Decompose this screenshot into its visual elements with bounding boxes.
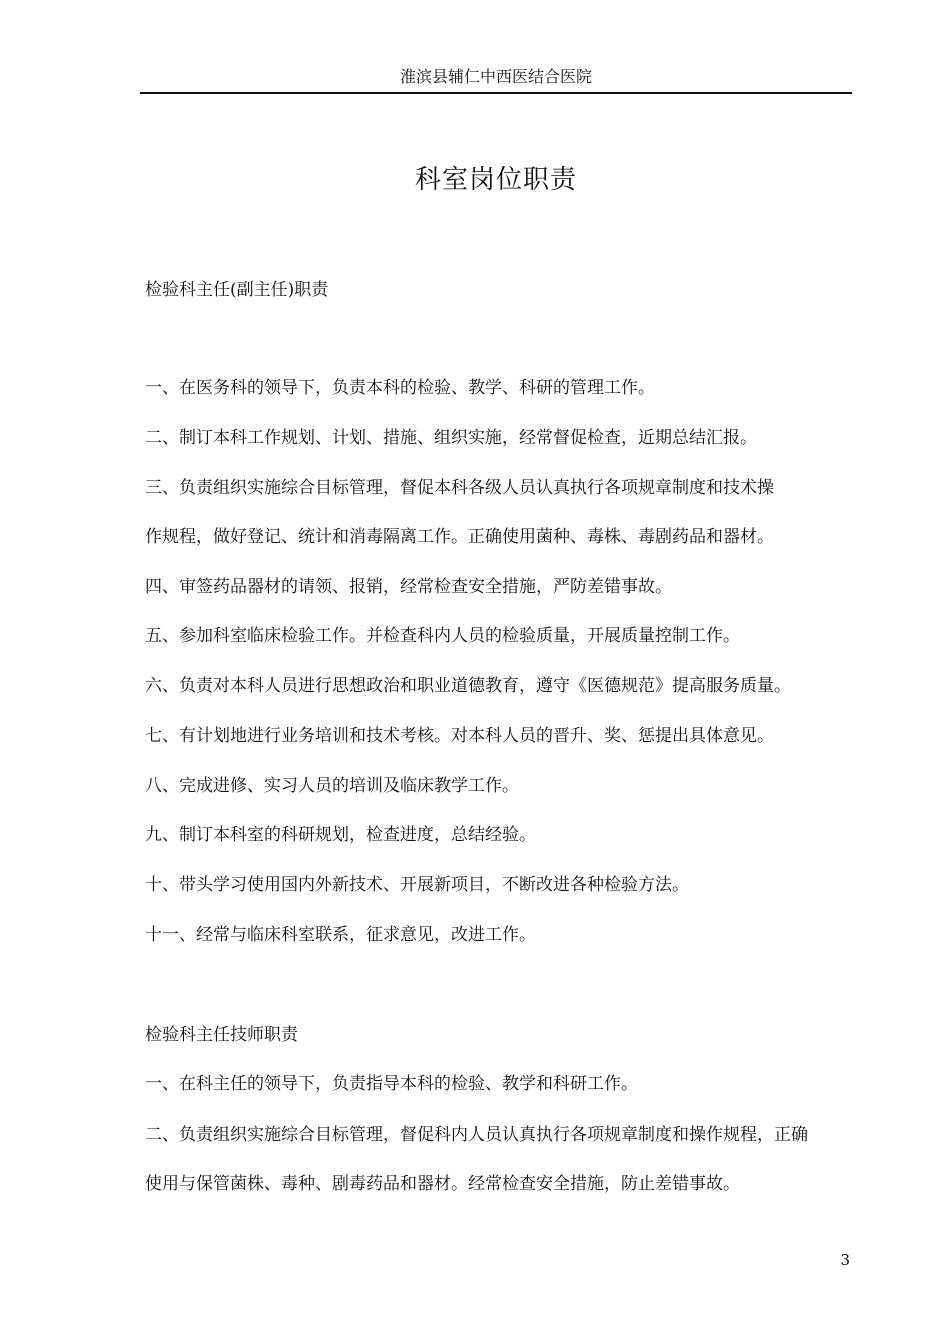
duty-line: 九、制订本科室的科研规划，检查进度，总结经验。	[145, 825, 536, 845]
page-number: 3	[840, 1251, 850, 1269]
section-heading-chief-technician: 检验科主任技师职责	[145, 1025, 298, 1045]
header-rule	[140, 92, 852, 94]
duty-line: 十、带头学习使用国内外新技术、开展新项目，不断改进各种检验方法。	[145, 875, 689, 895]
duty-line: 七、有计划地进行业务培训和技术考核。对本科人员的晋升、奖、惩提出具体意见。	[145, 726, 774, 746]
duty-line: 五、参加科室临床检验工作。并检查科内人员的检验质量，开展质量控制工作。	[145, 626, 740, 646]
section-heading-director: 检验科主任(副主任)职责	[145, 280, 329, 300]
duty-line: 二、制订本科工作规划、计划、措施、组织实施，经常督促检查，近期总结汇报。	[145, 428, 757, 448]
duty-line: 十一、经常与临床科室联系，征求意见，改进工作。	[145, 925, 536, 945]
duty-line: 三、负责组织实施综合目标管理，督促本科各级人员认真执行各项规章制度和技术操	[145, 478, 774, 498]
duty-line: 一、在医务科的领导下，负责本科的检验、教学、科研的管理工作。	[145, 378, 655, 398]
duty-line: 二、负责组织实施综合目标管理，督促科内人员认真执行各项规章制度和操作规程，正确	[145, 1125, 808, 1145]
duty-line: 作规程，做好登记、统计和消毒隔离工作。正确使用菌种、毒株、毒剧药品和器材。	[145, 527, 774, 547]
duty-line: 六、负责对本科人员进行思想政治和职业道德教育，遵守《医德规范》提高服务质量。	[145, 676, 791, 696]
duty-line: 使用与保管菌株、毒种、剧毒药品和器材。经常检查安全措施，防止差错事故。	[145, 1174, 740, 1194]
duty-line: 四、审签药品器材的请领、报销，经常检查安全措施，严防差错事故。	[145, 577, 672, 597]
duty-line: 一、在科主任的领导下，负责指导本科的检验、教学和科研工作。	[145, 1074, 638, 1094]
page-header-hospital-name: 淮滨县辅仁中西医结合医院	[399, 67, 592, 86]
duty-line: 八、完成进修、实习人员的培训及临床教学工作。	[145, 776, 519, 796]
document-title: 科室岗位职责	[414, 165, 577, 195]
